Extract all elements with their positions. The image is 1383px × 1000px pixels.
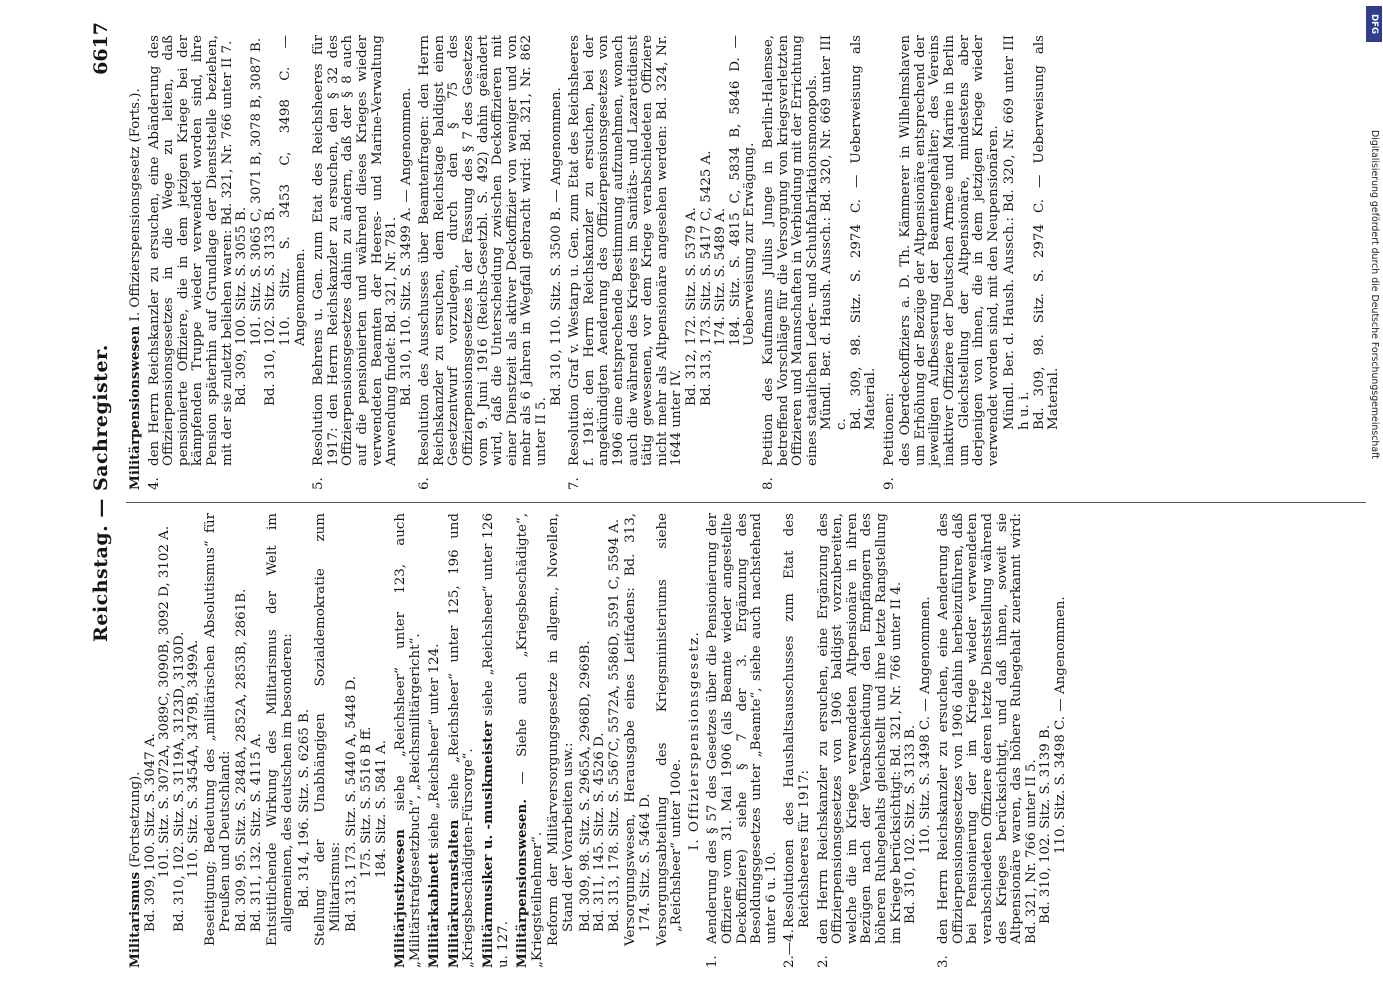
entry-heading: Militärjustizwesen (392, 829, 409, 968)
reference: Bd. 310, 102. Sitz. S. 3139 B. (1038, 724, 1054, 924)
reference: 175. Sitz. S. 5516 B ff. (358, 726, 374, 878)
rotated-page (86, 18, 1376, 968)
reference: Bd. 312, 172. Sitz. S. 5379 A. (683, 207, 699, 406)
reference-list (1039, 513, 1068, 944)
dfg-logo (1366, 6, 1382, 42)
page-title: Reichstag. — Sachregister. (90, 344, 112, 642)
digitization-note: Digitalisierung gefördert durch die Deutsche Forschungsgemeinschaft (1369, 130, 1380, 459)
subentry: Versorgungswesen, Herausgabe eines Leitfadens: Bd. 313, 174. Sitz. S. 5464 D. (623, 513, 653, 946)
reference: 110. Sitz. S. 3453 C, 3498 C. — Angenommen. (277, 35, 308, 346)
item-number: 2. (815, 955, 831, 968)
petition-text: des Oberdeckoffiziers a. D. Th. Kämmerer in Wilhelmshaven um Erhöhung der Bezüge der Altpensionäre entsprechend der jeweiligen Aufbesserung der Beamtengehälter; des Vereins inaktiver Offiziere der Deutschen Armee und Marine in Berlin um Gleichstellung der Altpensionäre, mindestens aber derjenigen von ihnen, die in dem jetzigen Kriege wieder verwendet worden sind, mit den Neupensionären. (898, 35, 1001, 466)
reference-list (345, 513, 389, 968)
reference: Bd. 309, 95. Sitz. S. 2848A, 2852A, 2853B, 2861B. (234, 588, 250, 932)
entry-note: (Fortsetzung). (128, 771, 143, 872)
reference-list (685, 35, 758, 466)
item-text: den Herrn Reichskanzler zu ersuchen, eine Aenderung des Offizierpensionsgesetzes von 1906 dahin herbeizuführen, daß bei Pensionierung der im Kriege wieder verwendeten verabschiedeten Offiziere deren letzte Dienststellung während des Krieges berücksichtigt, und daß ihnen, soweit sie Altpensionäre waren, das höhere Ruhegehalt zuerkannt wird: Bd. 321, Nr. 766 unter II 5. (936, 513, 1039, 944)
reference: 110. Sitz. S. 3498 C. — Angenommen. (1053, 596, 1069, 854)
subentry: Versorgungsabteilung des Kriegsministeriums siehe „Reichsheer“ unter 100e. (654, 513, 685, 946)
entry-militaermusiker (481, 513, 511, 968)
item-number: 9. (881, 477, 897, 490)
reference: Bd. 309, 98. Sitz. S. 2965A, 2968D, 2969B. (577, 640, 593, 932)
reference: 174. Sitz. S. 5489 A. (713, 208, 729, 346)
reference: Bd. 309, 98. Sitz. S. 2974 C. — Ueberweisung als Material. (1031, 35, 1062, 430)
reference: Bd. 314, 196. Sitz. S. 6265 B. (296, 708, 312, 908)
reference: Bd. 309, 100. Sitz. S. 3055 B. (234, 206, 250, 406)
entry-militaerjustizwesen (393, 513, 423, 968)
entry-text: siehe „Reichsheer“ unter 126 u. 127. (481, 513, 511, 968)
reference: Bd. 311, 145. Sitz. S. 4526 D. (592, 732, 608, 932)
reference: Bd. 309, 100. Sitz. S. 3047 A. (142, 733, 158, 932)
reference: Bd. 310, 110. Sitz. S. 3500 B. — Angenommen. (548, 87, 564, 406)
entry-text: siehe „Reichsheer“ unter 124. (427, 643, 443, 853)
entry-heading: Militarismus (127, 871, 143, 968)
numbered-item (762, 35, 879, 490)
reference-list (144, 513, 202, 968)
numbered-item (706, 513, 779, 968)
entry-subheading: I. Offizierspensionsgesetz (Forts.). (128, 88, 143, 326)
item-number: 3. (936, 955, 952, 968)
entry-heading: Militärmusiker u. -musikmeister (480, 721, 497, 968)
reference-list (235, 513, 264, 968)
reference-list (235, 35, 308, 466)
reference: 110. Sitz. S. 3454A, 3479B, 3499A. (186, 639, 202, 878)
reference: Bd. 311, 132. Sitz. S. 4115 A. (248, 733, 264, 932)
item-text: Resolution des Ausschusses über Beamtenfragen: den Herrn Reichskanzler zu ersuchen, dem Reichstage baldigst einen Gesetzentwurf vorzulegen, durch den § 75 des Offizierpensionsgesetzes in der Fassung des § 7 des Gesetzes vom 9. Juni 1916 (Reichs-Gesetzbl. S. 492) dahin geändert wird, daß die Unterscheidung zwischen Deckoffizieren mit einer Dienstzeit als aktiver Deckoffizier von weniger und von mehr als 6 Jahren in Wegfall gebracht wird: Bd. 321, Nr. 862 unter II 5. (417, 35, 550, 466)
item-text: Resolution Behrens u. Gen. zum Etat des Reichsheeres für 1917: den Herrn Reichskanzler zu ersuchen, den § 32 des Offizierpensionsgesetzes dahin zu ändern, daß der § 8 auch auf die pensionierten und während dieses Krieges wieder verwendeten Beamten der Heeres- und Marine-Verwaltung Anwendung findet: Bd. 321, Nr. 781. (311, 35, 400, 466)
numbered-item (817, 513, 934, 968)
reference-list (400, 35, 415, 466)
entry-militaerkuranstalten (447, 513, 477, 968)
page-number: 6617 (90, 22, 112, 75)
reference: Bd. 309, 98. Sitz. S. 2974 C. — Ueberweisung als Material. (848, 35, 879, 430)
reference: Bd. 310, 102. Sitz. S. 3119A, 3123D, 3130D. (171, 631, 187, 932)
entry-heading: Militärkuranstalten (445, 819, 462, 968)
item-text: den Herrn Reichskanzler zu ersuchen, eine Abänderung des Offizierpensionsgesetzes in die Wege zu leiten, daß pensionierte Offiziere, die in dem jetzigen Kriege bei der kämpfenden Truppe wieder verwendet worden sind, ihre Pension späterhin auf Grundlage der Dienststelle beziehen, mit der sie zuletzt beliehen waren: Bd. 321, Nr. 766 unter II 7. (146, 35, 235, 466)
item-text: Petitionen: (881, 392, 897, 466)
item-text: Aenderung des § 57 des Gesetzes über die Pensionierung der Offiziere vom 31. Mai 1906 (als Beamte wieder angestellte Deckoffiziere) siehe § 7 der 3. Ergänzung des Besoldungsgesetzes unter „Beamte“, siehe auch nachstehend unter 6 u. 10. (705, 513, 779, 944)
reference: Mündl. Ber. d. Haush. Aussch.: Bd. 320, Nr. 669 unter III c. (819, 35, 849, 430)
reference: 110. Sitz. S. 3498 C. — Angenommen. (917, 596, 933, 854)
right-column (124, 35, 1374, 490)
reference-list (550, 35, 565, 466)
subentry: Reform der Militärversorgungsgesetze in allgem., Novellen, Stand der Vorarbeiten usw.: (546, 513, 577, 946)
reference-list (579, 513, 623, 968)
subentry: Entsittlichende Wirkung des Militarismus der Welt im allgemeinen, des deutschen im besonderen: (265, 513, 295, 946)
numbered-item (148, 35, 309, 490)
reference: Mündl. Ber. d. Haush. Aussch.: Bd. 320, Nr. 669 unter III h u. i. (1002, 35, 1033, 430)
reference: 101. Sitz. S. 3072A, 3089C, 3090B, 3092 D, 3102 A. (157, 525, 173, 878)
reference: Bd. 310, 110. Sitz. S. 3499 A. — Angenommen. (398, 87, 414, 406)
entry-militaerpensionswesen-continued (128, 35, 144, 490)
item-number: 4. (146, 477, 162, 490)
entry-text: — Siehe auch „Kriegsbeschädigte“, „Kriegsteilnehmer“. (515, 513, 545, 968)
item-number: 8. (760, 477, 776, 490)
reference: 101. Sitz. S. 3065 C, 3071 B, 3078 B, 3087 B. (248, 37, 264, 346)
item-number: 1. (705, 955, 721, 968)
reference: 184. Sitz. S. 5841 A. (373, 740, 389, 878)
entry-heading: Militärpensionswesen. (514, 799, 531, 968)
reference: Bd. 313, 173. Sitz. S. 5417 C, 5425 A. (698, 150, 714, 406)
entry-militaerkabinett (427, 513, 443, 968)
numbered-item (883, 35, 1062, 490)
subentry: Stellung der Unabhängigen Sozialdemokratie zum Militarismus: (313, 513, 343, 946)
item-text: Petition des Kaufmanns Julius Junge in Berlin-Halensee, betreffend Vorschläge für die Versorgung von kriegsverletzten Offizieren und Mannschaften in Verbindung mit der Errichtung eines staatlichen Leder- und Schuhfabrikationsmonopols. (760, 35, 820, 466)
numbered-item (783, 513, 812, 968)
item-number: 5. (311, 477, 327, 490)
section-heading: I. Offizierspensionsgesetz. (686, 630, 702, 851)
reference-list (1003, 35, 1061, 466)
item-text: Resolution Graf v. Westarp u. Gen. zum Etat des Reichsheeres f. 1918: den Herrn Reichskanzler zu ersuchen, bei der angekündigten Aenderung des Offizierpensionsgesetzes von 1906 eine entsprechende Bestimmung aufzunehmen, wonach auch die während des Krieges im Sanitäts- und Lazarettdienst tätig gewesenen, vor dem Kriege verabschiedeten Offiziere nicht mehr als Altpensionäre angesehen werden: Bd. 324, Nr. 1644 unter IV. (567, 35, 685, 466)
left-column (124, 513, 1374, 968)
numbered-item (312, 35, 414, 490)
page-header (86, 18, 118, 968)
reference: 184. Sitz. S. 4815 C, 5834 B, 5846 D. — Ueberweisung zur Erwägung. (727, 35, 758, 346)
item-number: 6. (417, 477, 433, 490)
reference-list (298, 513, 313, 968)
item-text: den Herrn Reichskanzler zu ersuchen, eine Ergänzung des Offizierpensionsgesetzes von 1906 baldigst vorzubereiten, welche die im Kriege verwendeten Altpensionäre in ihren Bezügen nach der Verabschiedung den Empfängern des höheren Ruhegehalts gleichstellt und ihre letzte Rangstellung im Kriege berücksichtigt: Bd. 321, Nr. 766 unter II 4. (815, 513, 904, 944)
subentry: Beseitigung; Bedeutung des „militärischen Absolutismus“ für Preußen und Deutschland: (202, 513, 233, 946)
entry-heading: Militärpensionswesen (127, 325, 143, 490)
reference: Bd. 310, 102. Sitz. S. 3133 B. (903, 724, 919, 924)
item-number: 7. (567, 477, 583, 490)
numbered-item (568, 35, 758, 490)
numbered-item (418, 35, 564, 490)
reference-list (904, 513, 933, 944)
entry-militarismus (128, 513, 389, 968)
logo-text: DFG (1369, 14, 1379, 34)
entry-militaerpensionswesen (515, 513, 1068, 968)
entry-heading: Militärkabinett (426, 852, 443, 968)
numbered-item (937, 513, 1068, 968)
item-number: 2.—4. (782, 929, 798, 968)
entry-text: siehe „Reichsheer“ unter 123, auch „Militärstrafgesetzbuch“, „Reichsmilitärgericht“. (393, 513, 423, 968)
entry-text: siehe „Reichsheer“ unter 125, 196 und „Kriegsbeschädigten-Fürsorge“. (446, 513, 477, 968)
reference: Bd. 313, 173. Sitz. S. 5440 A, 5448 D. (344, 675, 360, 932)
reference-list (820, 35, 878, 466)
item-text: Resolutionen des Haushaltsausschusses zum Etat des Reichsheeres für 1917: (782, 513, 812, 928)
reference: Bd. 310, 102. Sitz. S. 3133 B. (263, 206, 279, 406)
column-divider (126, 502, 1366, 503)
reference: Bd. 313, 178. Sitz. S. 5567C, 5572A, 5586D, 5591 C, 5594 A. (606, 518, 622, 932)
